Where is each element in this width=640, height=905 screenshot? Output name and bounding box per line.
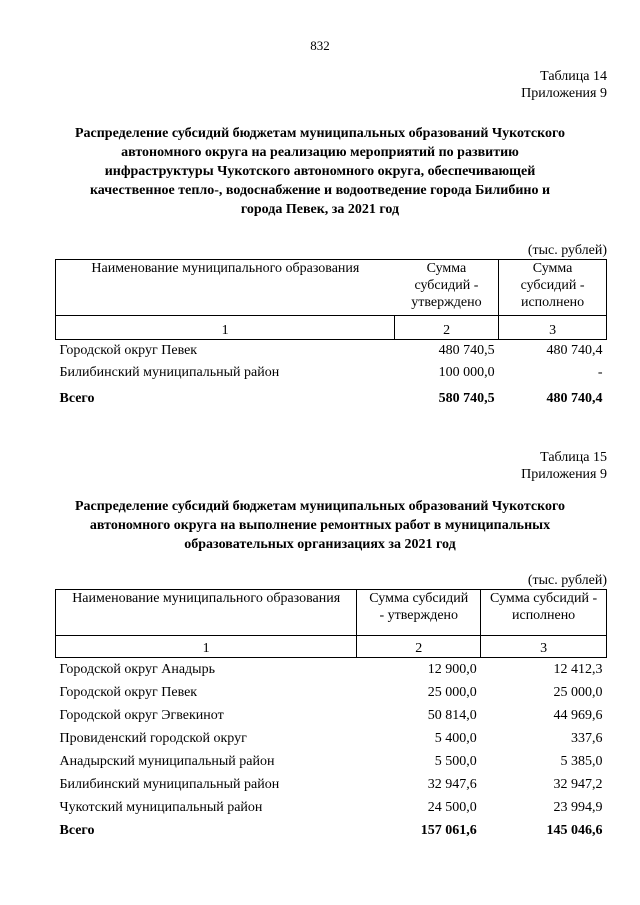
title-line: Распределение субсидий бюджетам муниципальных образований Чукотского bbox=[74, 126, 566, 141]
table-row bbox=[56, 340, 607, 362]
row-name: Билибинский муниципальный район bbox=[59, 776, 280, 792]
table15-caption-line1: Таблица 15 bbox=[540, 450, 607, 465]
total-executed: 145 046,6 bbox=[546, 823, 603, 838]
title-line: Распределение субсидий бюджетам муниципальных образований Чукотского bbox=[74, 499, 566, 514]
header-line: Сумма субсидий - bbox=[490, 591, 598, 606]
table15-colnum-row bbox=[56, 636, 607, 658]
table-row bbox=[56, 750, 607, 773]
header-line: утверждено bbox=[411, 295, 482, 310]
row-name: Городской округ Певек bbox=[59, 343, 198, 359]
row-executed: 23 994,9 bbox=[553, 799, 603, 815]
page-number: 832 bbox=[310, 38, 330, 53]
row-executed: 337,6 bbox=[571, 730, 603, 746]
table14-header-row bbox=[56, 260, 607, 316]
table14-caption-line1: Таблица 14 bbox=[540, 69, 607, 84]
row-name: Билибинский муниципальный район bbox=[59, 365, 280, 380]
header-line: Сумма bbox=[532, 261, 573, 276]
table-row bbox=[56, 362, 607, 384]
title-line: образовательных организациях за 2021 год bbox=[184, 537, 456, 552]
row-name: Городской округ Певек bbox=[59, 684, 198, 700]
header-line: субсидий - bbox=[414, 278, 479, 293]
table14-caption bbox=[521, 68, 607, 102]
row-name: Городской округ Анадырь bbox=[59, 661, 215, 677]
table-row bbox=[56, 658, 607, 681]
title-line: качественное тепло-, водоснабжение и водоотведение города Билибино и bbox=[89, 183, 551, 198]
table-row bbox=[56, 727, 607, 750]
row-approved: 24 500,0 bbox=[427, 799, 477, 815]
row-approved: 480 740,5 bbox=[438, 343, 495, 359]
total-approved: 580 740,5 bbox=[438, 391, 495, 406]
header-approved bbox=[357, 590, 481, 636]
row-name: Чукотский муниципальный район bbox=[59, 799, 263, 815]
colnum-3: 3 bbox=[499, 316, 607, 340]
table-row bbox=[56, 681, 607, 704]
table14-units: (тыс. рублей) bbox=[527, 243, 607, 258]
row-executed: 25 000,0 bbox=[553, 684, 603, 700]
row-executed: 32 947,2 bbox=[553, 776, 603, 792]
table14-caption-line2: Приложения 9 bbox=[521, 86, 607, 101]
table15-caption-line2: Приложения 9 bbox=[521, 467, 607, 482]
row-executed: 12 412,3 bbox=[553, 661, 603, 677]
row-executed: 44 969,6 bbox=[553, 707, 603, 723]
colnum-3: 3 bbox=[481, 636, 607, 658]
header-line: субсидий - bbox=[520, 278, 585, 293]
header-line: Сумма bbox=[426, 261, 467, 276]
table14 bbox=[55, 259, 607, 414]
table-row bbox=[56, 773, 607, 796]
header-line: исполнено bbox=[511, 608, 576, 623]
row-approved: 5 400,0 bbox=[434, 730, 477, 746]
table-total-row bbox=[56, 384, 607, 414]
table-row bbox=[56, 704, 607, 727]
row-approved: 5 500,0 bbox=[434, 753, 477, 769]
colnum-2: 2 bbox=[395, 316, 499, 340]
colnum-1: 1 bbox=[56, 316, 395, 340]
row-approved: 50 814,0 bbox=[427, 707, 477, 723]
header-line: исполнено bbox=[520, 295, 585, 310]
header-approved bbox=[395, 260, 499, 316]
header-executed bbox=[499, 260, 607, 316]
header-name: Наименование муниципального образования bbox=[56, 260, 395, 316]
title-line: автономного округа на выполнение ремонтных работ в муниципальных bbox=[89, 518, 551, 533]
row-approved: 32 947,6 bbox=[427, 776, 477, 792]
total-approved: 157 061,6 bbox=[420, 823, 477, 838]
table15-caption bbox=[521, 449, 607, 483]
row-executed: 480 740,4 bbox=[546, 343, 603, 359]
colnum-2: 2 bbox=[357, 636, 481, 658]
total-name: Всего bbox=[59, 823, 95, 838]
table-total-row bbox=[56, 819, 607, 843]
row-executed: - bbox=[597, 365, 603, 380]
title-line: города Певек, за 2021 год bbox=[240, 202, 400, 217]
row-approved: 25 000,0 bbox=[427, 684, 477, 700]
total-name: Всего bbox=[59, 391, 95, 406]
table15-units: (тыс. рублей) bbox=[527, 573, 607, 588]
row-name: Анадырский муниципальный район bbox=[59, 753, 275, 769]
table15-title bbox=[60, 497, 580, 554]
header-executed bbox=[481, 590, 607, 636]
row-approved: 100 000,0 bbox=[438, 365, 495, 380]
header-name: Наименование муниципального образования bbox=[56, 590, 357, 636]
table15-header-row bbox=[56, 590, 607, 636]
title-line: инфраструктуры Чукотского автономного округа, обеспечивающей bbox=[104, 164, 536, 179]
header-line: - утверждено bbox=[379, 608, 459, 623]
row-approved: 12 900,0 bbox=[427, 661, 477, 677]
header-line: Сумма субсидий bbox=[369, 591, 469, 606]
table-row bbox=[56, 796, 607, 819]
total-executed: 480 740,4 bbox=[546, 391, 603, 406]
row-name: Провиденский городской округ bbox=[59, 730, 247, 746]
row-name: Городской округ Эгвекинот bbox=[59, 707, 224, 723]
table15 bbox=[55, 589, 607, 843]
row-executed: 5 385,0 bbox=[560, 753, 603, 769]
table14-title bbox=[60, 124, 580, 219]
table14-colnum-row bbox=[56, 316, 607, 340]
title-line: автономного округа на реализацию мероприятий по развитию bbox=[121, 145, 519, 160]
colnum-1: 1 bbox=[56, 636, 357, 658]
